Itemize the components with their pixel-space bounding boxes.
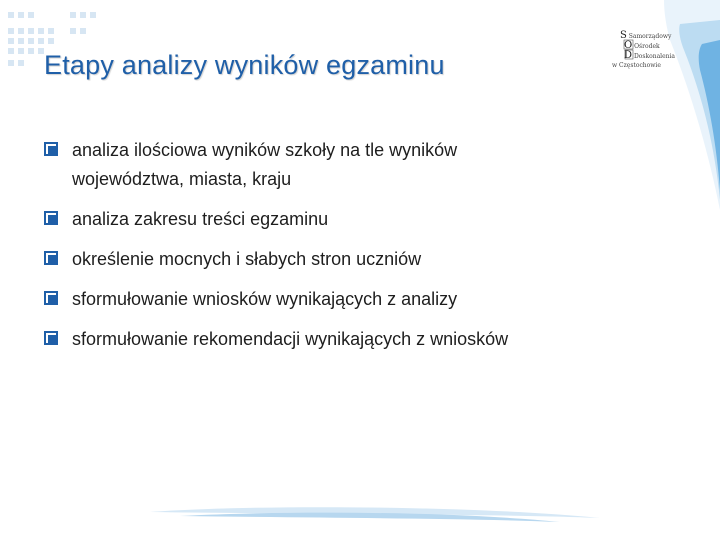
institution-logo — [612, 30, 690, 70]
logo-line-3: Doskonalenia — [633, 53, 675, 60]
bullet-item — [44, 205, 684, 234]
bullet-item — [44, 245, 684, 274]
logo-letter-d: D — [624, 50, 633, 61]
bullet-list — [44, 136, 684, 365]
checkbox-bullet-icon — [44, 211, 59, 226]
checkbox-bullet-icon — [44, 251, 59, 266]
slide-title: Etapy analizy wyników egzaminu — [44, 50, 445, 80]
logo-line-1: Samorządowy — [628, 33, 672, 40]
bullet-item — [44, 325, 684, 354]
bullet-item — [44, 285, 684, 314]
checkbox-bullet-icon — [44, 291, 59, 306]
bullet-text: analiza zakresu treści egzaminu — [72, 209, 329, 229]
bullet-text: sformułowanie wniosków wynikających z analizy — [72, 289, 458, 309]
bullet-text: analiza ilościowa wyników szkoły na tle wyników — [72, 140, 458, 160]
logo-letter-s: S — [620, 30, 627, 41]
logo-line-4: w Częstochowie — [612, 62, 661, 69]
bullet-item — [44, 136, 684, 194]
bottom-swoosh-decoration — [0, 500, 720, 540]
logo-letter-o: O — [624, 40, 633, 51]
bullet-text-continuation: województwa, miasta, kraju — [72, 169, 292, 189]
checkbox-bullet-icon — [44, 142, 59, 157]
bullet-text: określenie mocnych i słabych stron uczniów — [72, 249, 422, 269]
bullet-text: sformułowanie rekomendacji wynikających z wniosków — [72, 329, 509, 349]
checkbox-bullet-icon — [44, 331, 59, 346]
logo-line-2: Ośrodek — [634, 43, 660, 50]
